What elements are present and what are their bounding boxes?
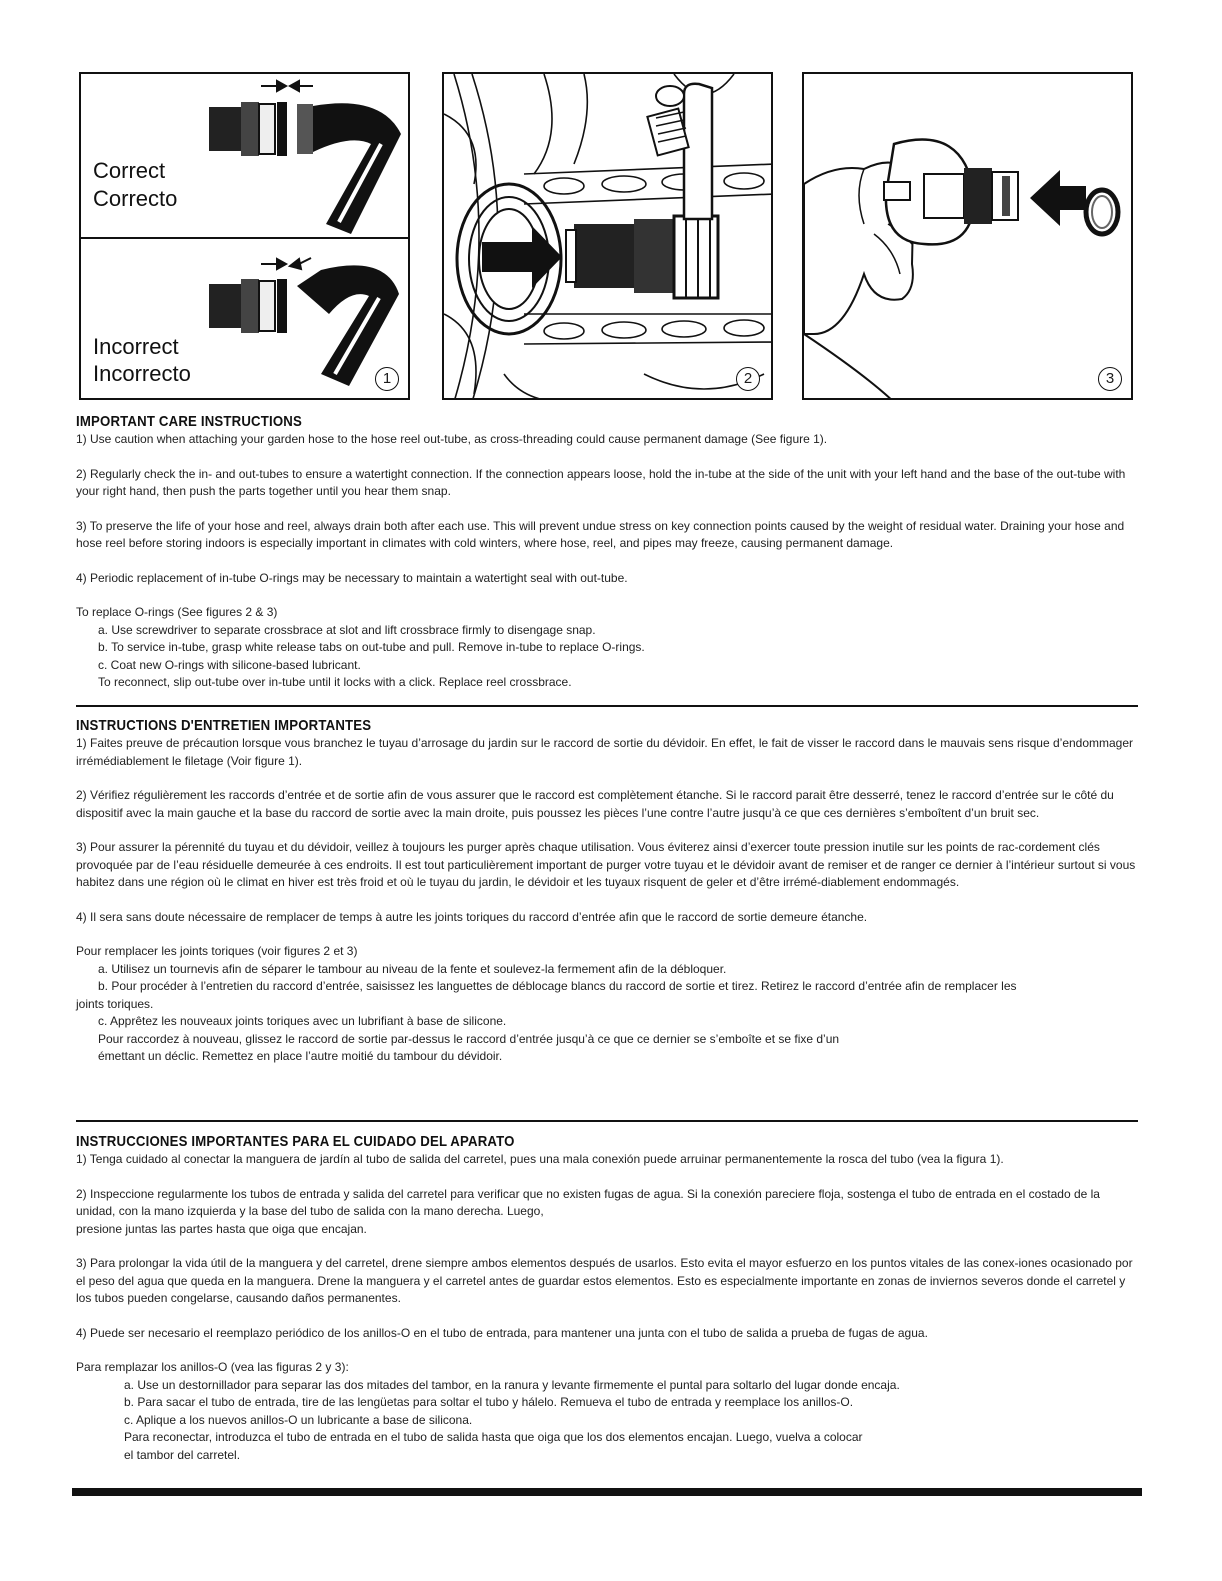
spanish-p1: 1) Tenga cuidado al conectar la manguera de jardín al tubo de salida del carretel, pues una mala conexión puede arruinar permanentemente la rosca del tubo (vea la figura 1). — [76, 1152, 1004, 1166]
bottom-rule — [72, 1488, 1142, 1496]
figure-number-1: 1 — [375, 367, 399, 391]
english-section — [76, 412, 1138, 692]
figure-3 — [802, 72, 1133, 400]
spanish-title: INSTRUCCIONES IMPORTANTES PARA EL CUIDADO DEL APARATO — [76, 1133, 515, 1150]
english-step-b: b. To service in-tube, grasp white release tabs on out-tube and pull. Remove in-tube to replace O-rings. — [98, 640, 645, 654]
french-replace-title: Pour remplacer les joints toriques (voir figures 2 et 3) — [76, 944, 358, 958]
french-step-b-cont: joints toriques. — [76, 996, 154, 1011]
french-section — [76, 716, 1138, 1066]
figure-number-3: 3 — [1098, 367, 1122, 391]
english-step-c: c. Coat new O-rings with silicone-based lubricant. — [98, 657, 361, 672]
figure-2 — [442, 72, 773, 400]
spanish-section — [76, 1132, 1138, 1464]
english-p1: 1) Use caution when attaching your garden hose to the hose reel out-tube, as cross-threading could cause permanent damage (See figure 1). — [76, 432, 828, 446]
english-p3: 3) To preserve the life of your hose and reel, always drain both after each use. This will prevent undue stress on key connection points caused by the weight of residual water. Draining your hose and hose reel before storing indoors is especially important in climates with cold winters, where hose, reel, and pipes may freeze, causing permanent damage. — [76, 518, 1125, 550]
english-p2: 2) Regularly check the in- and out-tubes to ensure a watertight connection. If the connection appears loose, hold the in-tube at the side of the unit with your left hand and the base of the out-tube with your right hand, then push the parts together until you hear them snap. — [76, 466, 1126, 498]
spanish-reconnect-2: el tambor del carretel. — [124, 1447, 241, 1462]
figure-1 — [79, 72, 410, 400]
spanish-step-a: a. Use un destornillador para separar las dos mitades del tambor, en la ranura y levante firmemente el puntal para soltarlo del lugar donde encaja. — [124, 1377, 900, 1392]
spanish-p2a: 2) Inspeccione regularmente los tubos de entrada y salida del carretel para verificar que no existen fugas de agua. Si la conexión pareciere floja, sostenga el tubo de entrada en el costado de la unidad, con la mano izquierda y la base del tubo de salida con la mano derecha. Luego, — [76, 1186, 1100, 1218]
french-step-b: b. Pour procéder à l’entretien du raccord d’entrée, saisissez les languettes de déblocage blancs du raccord de sortie et tirez. Retirez le raccord d’entrée afin de remplacer les — [98, 979, 1017, 993]
spanish-replace-title: Para remplazar los anillos-O (vea las figuras 2 y 3): — [76, 1360, 349, 1374]
french-reconnect-1: Pour raccordez à nouveau, glissez le raccord de sortie par-dessus le raccord d’entrée jusqu’à ce que ce dernier se s’emboîte et se fixe d’un — [98, 1031, 840, 1046]
spanish-reconnect-1: Para reconectar, introduzca el tubo de entrada en el tubo de salida hasta que oiga que los dos elementos encajan. Luego, vuelva a colocar — [124, 1430, 863, 1444]
english-title: IMPORTANT CARE INSTRUCTIONS — [76, 413, 302, 430]
french-p4: 4) Il sera sans doute nécessaire de remplacer de temps à autre les joints toriques du raccord d’entrée afin que le raccord de sortie demeure étanche. — [76, 909, 868, 924]
incorrect-label-en: Incorrect — [93, 334, 179, 359]
spanish-p4: 4) Puede ser necesario el reemplazo periódico de los anillos-O en el tubo de entrada, para mantener una junta con el tubo de salida a prueba de fugas de agua. — [76, 1325, 928, 1340]
english-step-a: a. Use screwdriver to separate crossbrace at slot and lift crossbrace firmly to disengage snap. — [98, 622, 596, 637]
english-reconnect: To reconnect, slip out-tube over in-tube until it locks with a click. Replace reel crossbrace. — [98, 675, 572, 689]
french-reconnect-2: émettant un déclic. Remettez en place l’autre moitié du tambour du dévidoir. — [98, 1049, 503, 1063]
figure-2-drawing — [444, 74, 773, 400]
french-step-c: c. Apprêtez les nouveaux joints toriques avec un lubrifiant à base de silicone. — [98, 1014, 507, 1028]
spanish-p3: 3) Para prolongar la vida útil de la manguera y del carretel, drene siempre ambos elementos después de usarlos. Esto evita el mayor esfuerzo en los puntos vitales de las conex-iones ocasionado por el peso del agua que queda en la manguera. Drene la manguera y el carretel antes de guardar estos elementos. Esto es especialmente importante en zonas de inviernos severos donde el carretel y los tubos pueden congelarse, causando daños permanentes. — [76, 1256, 1133, 1305]
english-replace-title: To replace O-rings (See figures 2 & 3) — [76, 605, 278, 619]
french-p2: 2) Vérifiez régulièrement les raccords d’entrée et de sortie afin de vous assurer que le raccord est complètement étanche. Si le raccord parait être desserré, tenez le raccord d’entrée sur le côté du dispositif avec la main gauche et la base du raccord de sortie avec la main droite, puis poussez les pièces l’une contre l’autre jusqu’à ce que ces dernières s’emboîtent d’un bruit sec. — [76, 788, 1114, 820]
correct-label-es: Correcto — [93, 186, 178, 211]
correct-label-en: Correct — [93, 158, 166, 183]
spanish-p2b: presione juntas las partes hasta que oiga que encajan. — [76, 1221, 367, 1236]
section-divider-1 — [76, 705, 1138, 707]
french-p1: 1) Faites preuve de précaution lorsque vous branchez le tuyau d’arrosage du jardin sur le raccord de sortie du dévidoir. En effet, le fait de visser le raccord dans le mauvais sens risque d’endommager irrémédiablement le filetage (Voir figure 1). — [76, 736, 1134, 768]
figure-number-2: 2 — [736, 367, 760, 391]
section-divider-2 — [76, 1120, 1138, 1122]
french-p3: 3) Pour assurer la pérennité du tuyau et du dévidoir, veillez à toujours les purger après chaque utilisation. Vous éviterez ainsi d’exercer toute pression inutile sur les points de rac-cordement clés provoquée par de l’eau résiduelle demeurée à ces endroits. Il est tout particulièrement important de purger votre tuyau et le dévidoir avant de remiser et de ranger ce dernier à l’intérieur surtout si vous habitez dans une région où le climat en hiver est très froid et où le tuyau du jardin, le dévidoir et les tuyaux risquent de geler et d’être irrémé-diablement endommagés. — [76, 840, 1136, 889]
spanish-step-b: b. Para sacar el tubo de entrada, tire de las lengüetas para soltar el tubo y hálelo. Remueva el tubo de entrada y reemplace los anillos-O. — [124, 1395, 854, 1409]
french-step-a: a. Utilisez un tournevis afin de séparer le tambour au niveau de la fente et soulevez-la fermement afin de la débloquer. — [98, 961, 727, 976]
spanish-step-c: c. Aplique a los nuevos anillos-O un lubricante a base de silicona. — [124, 1412, 473, 1427]
french-title: INSTRUCTIONS D'ENTRETIEN IMPORTANTES — [76, 717, 372, 734]
figure-3-drawing — [804, 74, 1133, 400]
english-p4: 4) Periodic replacement of in-tube O-rings may be necessary to maintain a watertight seal with out-tube. — [76, 570, 628, 585]
incorrect-label-es: Incorrecto — [93, 361, 191, 386]
